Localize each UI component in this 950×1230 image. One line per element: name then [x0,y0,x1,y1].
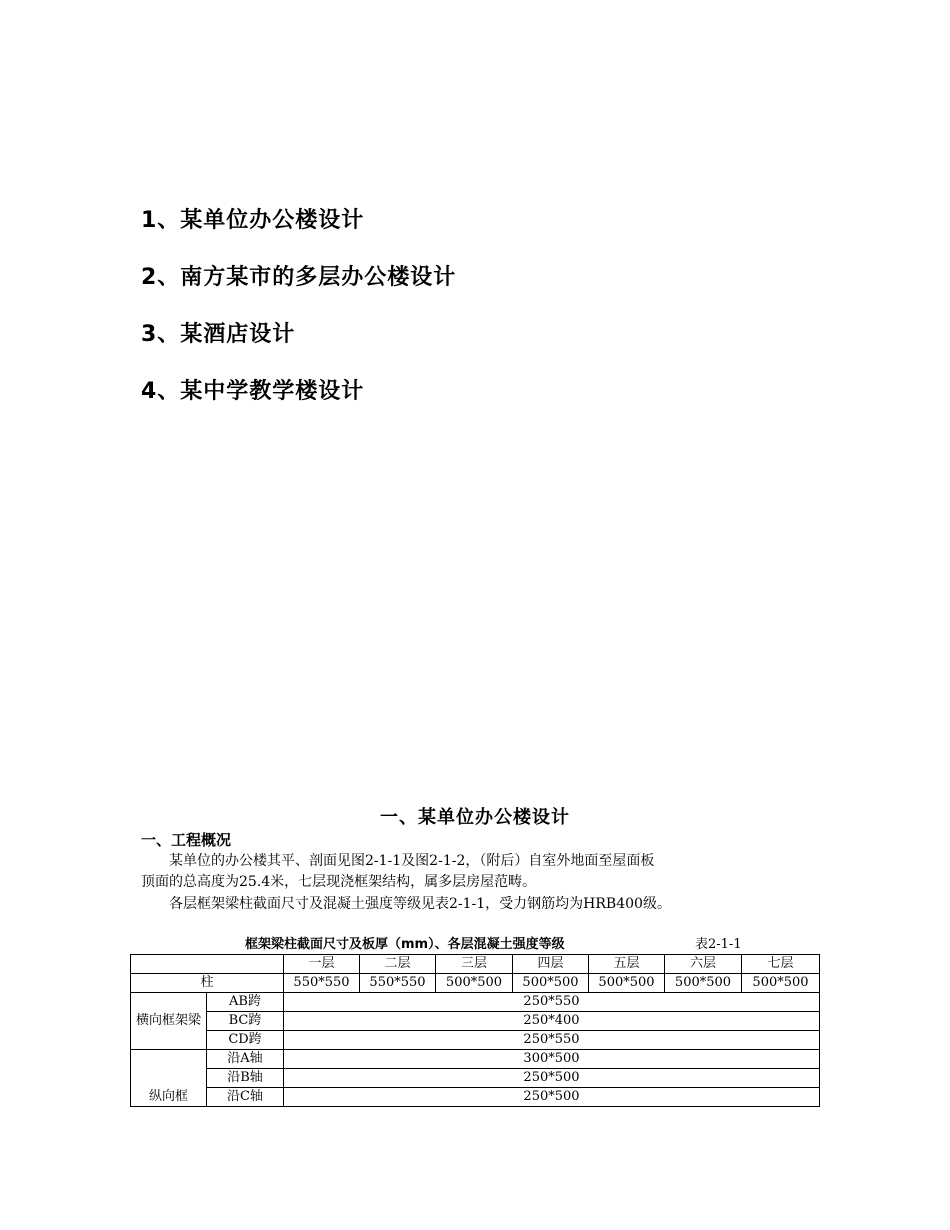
column-value: 500*500 [742,974,820,993]
column-value: 500*500 [436,974,513,993]
paragraph-1-line-2: 顶面的总高度为25.4米，七层现浇框架结构，属多层房屋范畴。 [141,874,537,890]
column-value: 550*550 [360,974,436,993]
floor-header: 七层 [742,955,820,974]
floor-header: 三层 [436,955,513,974]
column-value: 550*550 [284,974,360,993]
beam-row-value: 250*500 [284,1069,820,1088]
transverse-beam-label: 横向框架梁 [131,993,207,1050]
paragraph-2: 各层框架梁柱截面尺寸及混凝土强度等级见表2-1-1，受力钢筋均为HRB400级。 [141,896,671,912]
paragraph-1-line-1: 某单位的办公楼其平、剖面见图2-1-1及图2-1-2，（附后）自室外地面至屋面板 [141,853,655,869]
floor-header: 六层 [665,955,742,974]
toc-item-4: 4、某中学教学楼设计 [141,379,365,404]
table-row [131,1012,820,1031]
beam-row-value: 250*500 [284,1088,820,1107]
toc-item-2: 2、南方某市的多层办公楼设计 [141,265,457,290]
table-row [131,1088,820,1107]
longitudinal-beam-label: 纵向框 [131,1050,207,1107]
beam-row-label: 沿C轴 [207,1088,284,1107]
toc-item-1: 1、某单位办公楼设计 [141,208,365,233]
table-row [131,1031,820,1050]
column-value: 500*500 [589,974,665,993]
column-value: 500*500 [513,974,589,993]
beam-row-label: AB跨 [207,993,284,1012]
beam-row-label: 沿B轴 [207,1069,284,1088]
beam-row-label: BC跨 [207,1012,284,1031]
table-row [131,993,820,1012]
table-caption [130,935,820,955]
table-row [131,974,820,993]
column-value: 500*500 [665,974,742,993]
beam-row-value: 250*550 [284,1031,820,1050]
beam-row-label: CD跨 [207,1031,284,1050]
table-corner-cell [131,955,284,974]
table-row [131,1050,820,1069]
section-title: 一、某单位办公楼设计 [380,807,570,828]
beam-row-value: 250*550 [284,993,820,1012]
toc-list [141,205,741,433]
beam-row-label: 沿A轴 [207,1050,284,1069]
sub-heading: 一、工程概况 [141,831,232,849]
floor-header: 一层 [284,955,360,974]
table-number: 表2-1-1 [695,937,742,952]
table-row [131,1069,820,1088]
table-header-row [131,955,820,974]
floor-header: 五层 [589,955,665,974]
beam-row-value: 250*400 [284,1012,820,1031]
toc-item-3: 3、某酒店设计 [141,322,296,347]
column-label: 柱 [131,974,284,993]
beam-row-value: 300*500 [284,1050,820,1069]
floor-header: 二层 [360,955,436,974]
floor-header: 四层 [513,955,589,974]
table-caption-title: 框架梁柱截面尺寸及板厚（mm）、各层混凝土强度等级 [245,937,565,952]
spec-table [130,954,820,1107]
